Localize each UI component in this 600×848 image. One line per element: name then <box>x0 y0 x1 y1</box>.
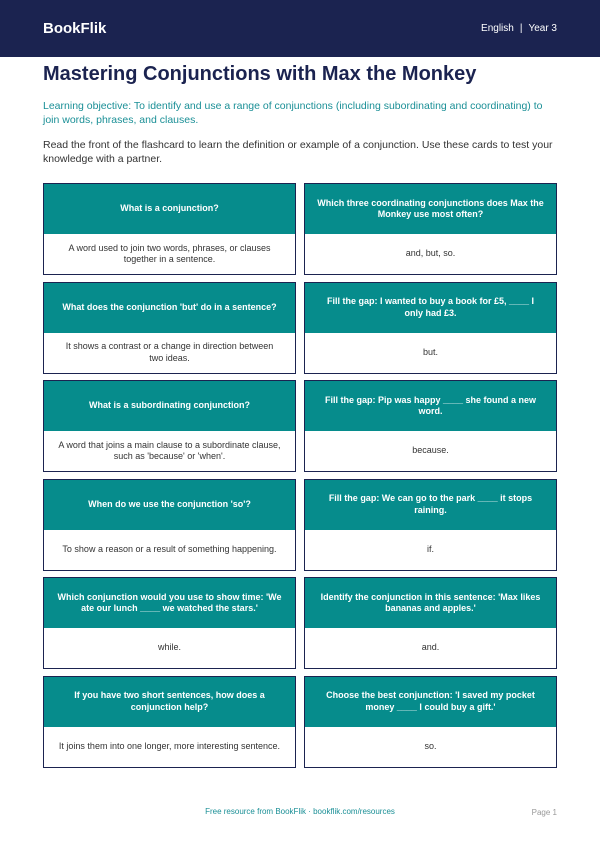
flashcard[interactable] <box>304 676 557 768</box>
flashcard-back: so. <box>305 727 556 767</box>
flashcard-front: When do we use the conjunction 'so'? <box>44 480 295 530</box>
flashcard-back: but. <box>305 333 556 373</box>
flashcard[interactable] <box>43 183 296 275</box>
flashcard-back: To show a reason or a result of something happening. <box>44 530 295 570</box>
flashcard-front: What is a subordinating conjunction? <box>44 381 295 431</box>
flashcard-back: and. <box>305 628 556 668</box>
flashcard-back: and, but, so. <box>305 234 556 274</box>
flashcard-front: Choose the best conjunction: 'I saved my pocket money ____ I could buy a gift.' <box>305 677 556 727</box>
learning-objective: Learning objective: To identify and use a range of conjunctions (including subordinating and coordinating) to join words, phrases, and clauses. <box>43 100 543 126</box>
flashcard-back: if. <box>305 530 556 570</box>
flashcard-back: It joins them into one longer, more interesting sentence. <box>44 727 295 767</box>
flashcard[interactable] <box>43 676 296 768</box>
flashcard-back: while. <box>44 628 295 668</box>
footer-link[interactable]: Free resource from BookFlik · bookflik.com/resources <box>205 807 395 816</box>
flashcard[interactable] <box>304 577 557 669</box>
flashcard-front: Which three coordinating conjunctions does Max the Monkey use most often? <box>305 184 556 234</box>
flashcard-front: If you have two short sentences, how does a conjunction help? <box>44 677 295 727</box>
page-title: Mastering Conjunctions with Max the Monkey <box>43 63 477 85</box>
flashcard-front: Fill the gap: I wanted to buy a book for £5, ____ I only had £3. <box>305 283 556 333</box>
flashcard-front: What is a conjunction? <box>44 184 295 234</box>
flashcard-front: Identify the conjunction in this sentence: 'Max likes bananas and apples.' <box>305 578 556 628</box>
site-header <box>0 0 600 57</box>
flashcard-front: Which conjunction would you use to show time: 'We ate our lunch ____ we watched the stars.' <box>44 578 295 628</box>
subject-label: English <box>481 23 514 34</box>
header-meta <box>481 23 557 34</box>
flashcard-front: What does the conjunction 'but' do in a sentence? <box>44 283 295 333</box>
meta-separator: | <box>519 23 523 34</box>
flashcard[interactable] <box>43 380 296 472</box>
flashcard-back: It shows a contrast or a change in direction between two ideas. <box>44 333 295 373</box>
intro-text: Read the front of the flashcard to learn the definition or example of a conjunction. Use these cards to test your knowledge with a partner. <box>43 139 553 165</box>
flashcard-front: Fill the gap: We can go to the park ____ it stops raining. <box>305 480 556 530</box>
flashcard[interactable] <box>304 183 557 275</box>
flashcard[interactable] <box>304 282 557 374</box>
flashcard[interactable] <box>43 282 296 374</box>
flashcard[interactable] <box>43 577 296 669</box>
flashcard-back: because. <box>305 431 556 471</box>
page-number: Page 1 <box>531 808 557 817</box>
flashcard[interactable] <box>304 380 557 472</box>
year-label: Year 3 <box>528 23 557 34</box>
flashcard-front: Fill the gap: Pip was happy ____ she found a new word. <box>305 381 556 431</box>
flashcard[interactable] <box>304 479 557 571</box>
brand-logo[interactable]: BookFlik <box>43 20 107 37</box>
flashcard[interactable] <box>43 479 296 571</box>
flashcard-back: A word used to join two words, phrases, or clauses together in a sentence. <box>44 234 295 274</box>
flashcard-back: A word that joins a main clause to a subordinate clause, such as 'because' or 'when'. <box>44 431 295 471</box>
